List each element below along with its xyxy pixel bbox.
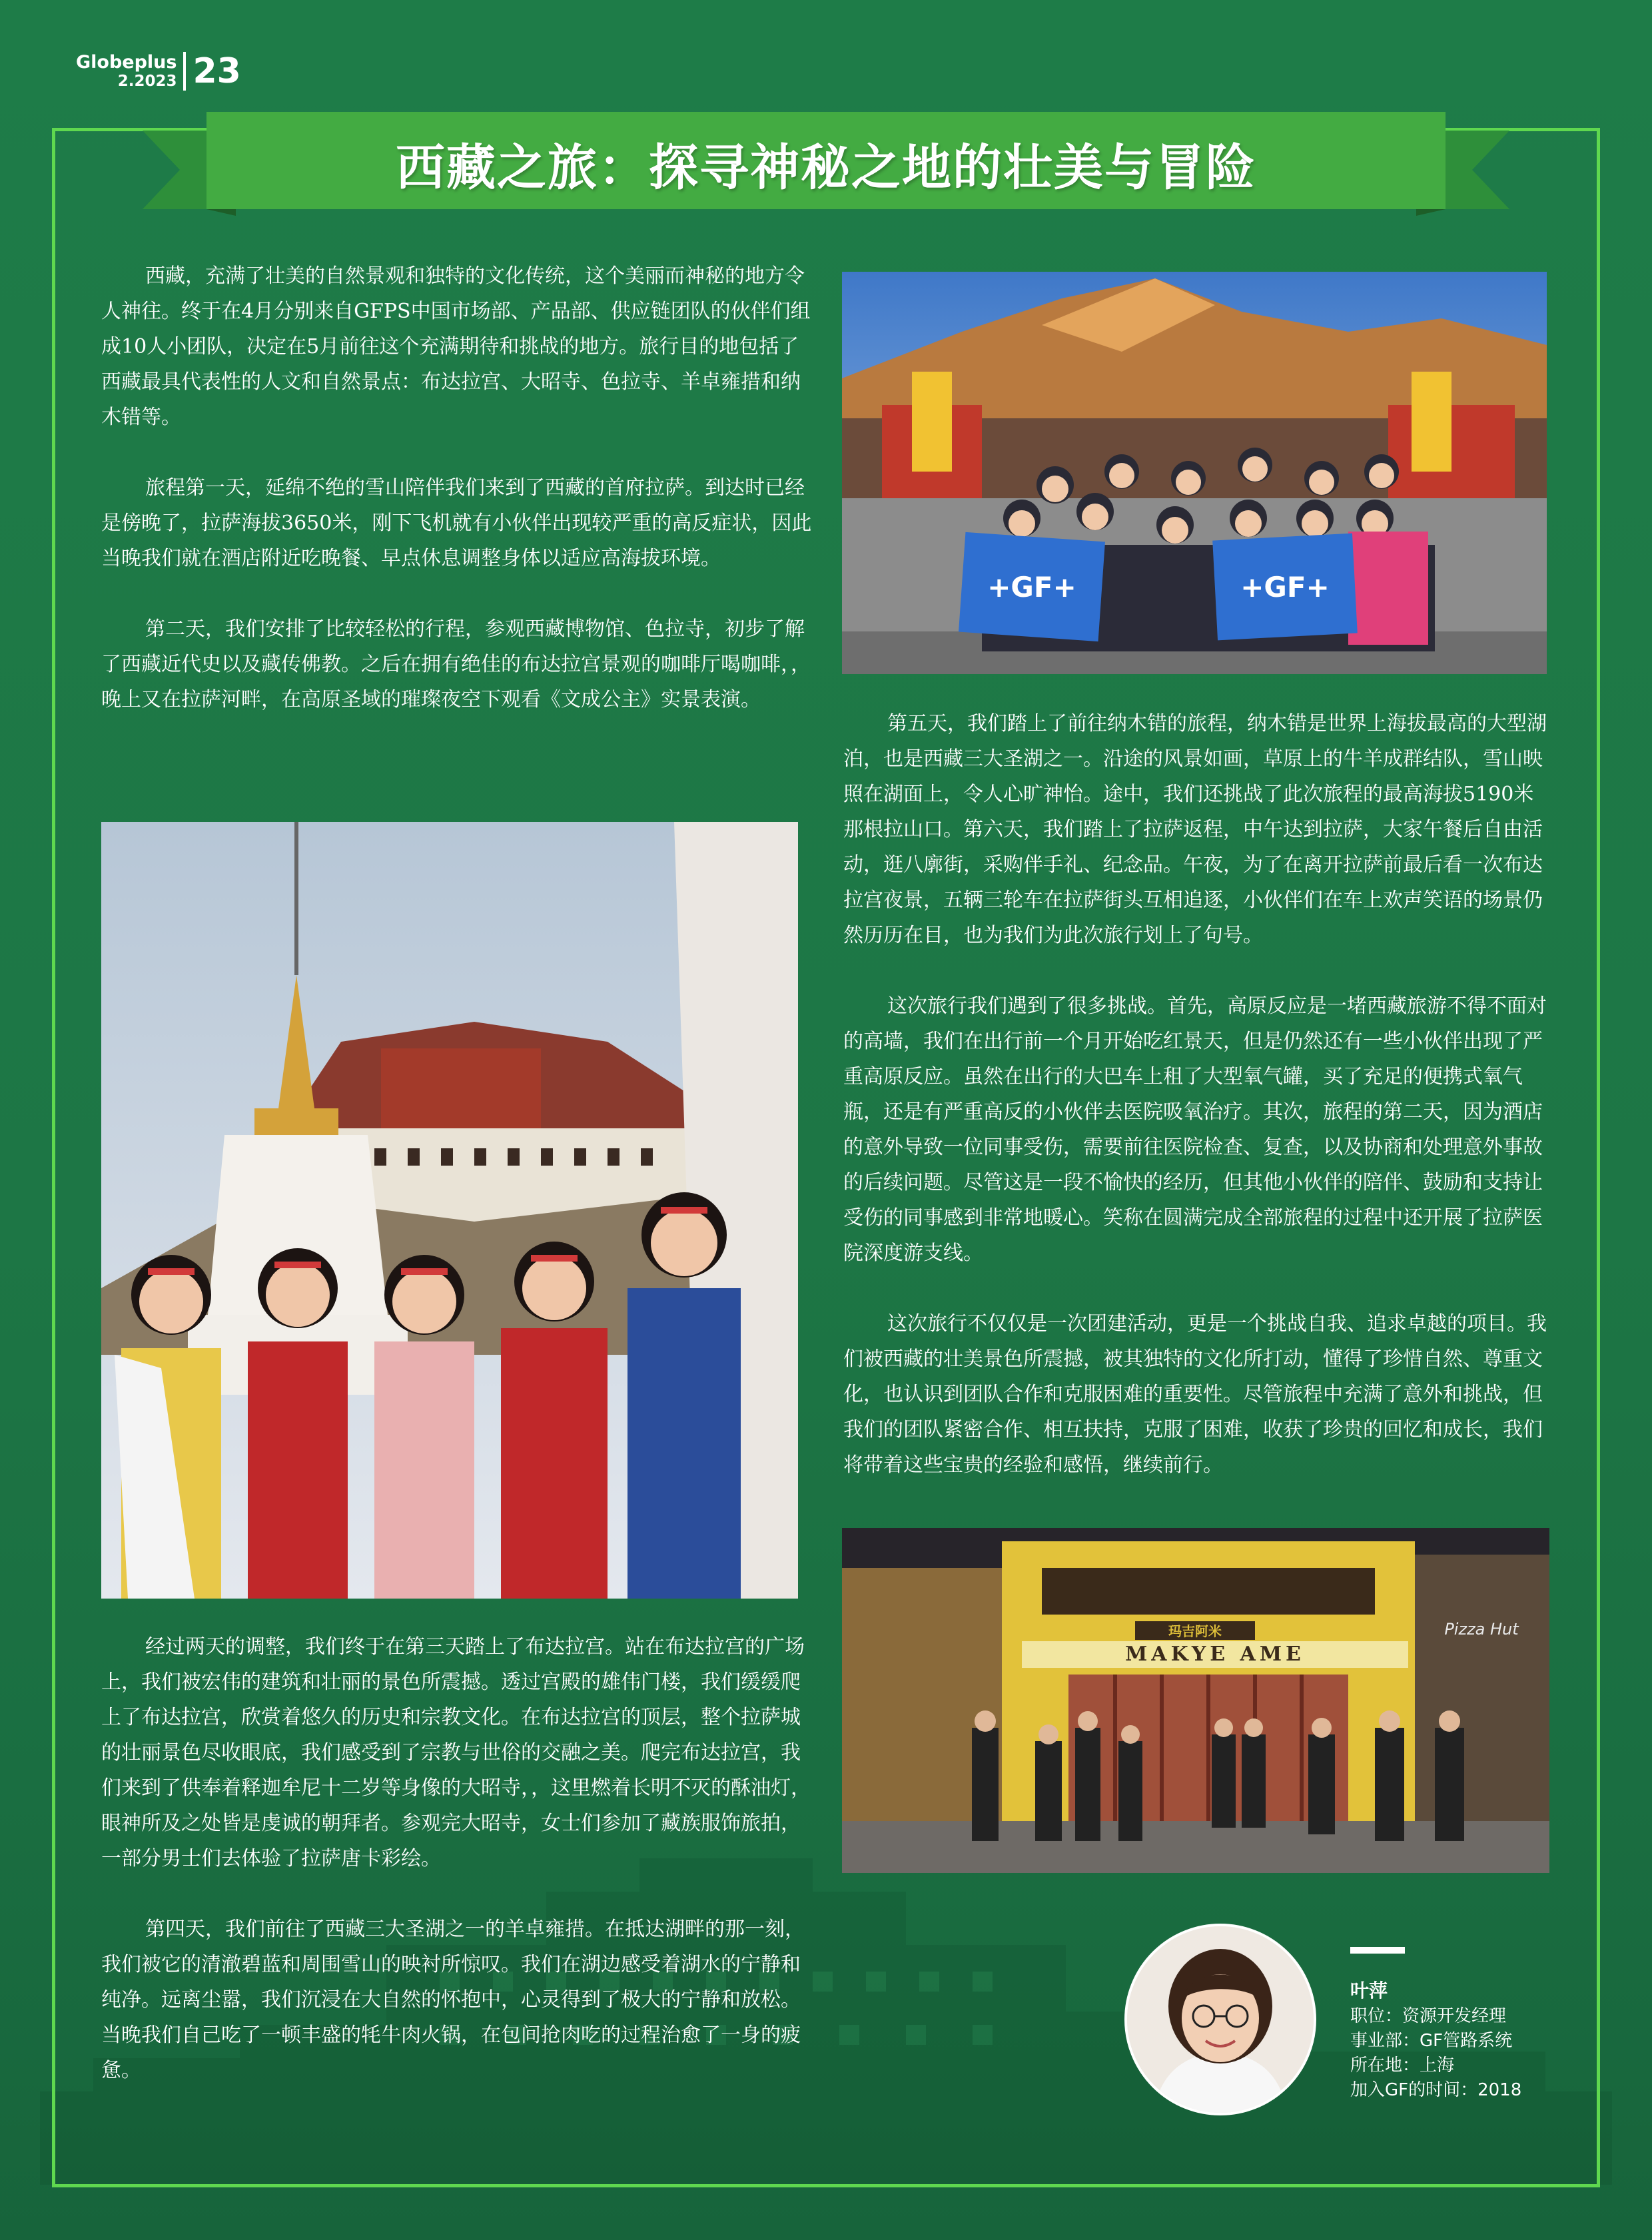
paragraph-day2: 第二天，我们安排了比较轻松的行程，参观西藏博物馆、色拉寺，初步了解了西藏近代史以及藏传佛教。之后在拥有绝佳的布达拉宫景观的咖啡厅喝咖啡，，晚上又在拉萨河畔，在高原圣域的璀璨夜空下观看《文成公主》实景表演。 (101, 617, 811, 711)
article-right-middle (843, 706, 1552, 1483)
photo-makye-ame-night (842, 1528, 1549, 1873)
author-portrait-graphic (1127, 1926, 1314, 2113)
flag-text-right: +GF+ (1240, 571, 1330, 603)
flag-text-left: +GF+ (987, 571, 1076, 603)
paragraph-day1: 旅程第一天，延绵不绝的雪山陪伴我们来到了西藏的首府拉萨。到达时已经是傍晚了，拉萨海拔3650米，刚下飞机就有小伙伴出现较严重的高反症状，因此当晚我们就在酒店附近吃晚餐、早点休息调整身体以适应高海拔环境。 (101, 476, 812, 570)
article-left-top (101, 258, 813, 717)
costume-photo-graphic (101, 822, 798, 1599)
paragraph-day5-6: 第五天，我们踏上了前往纳木错的旅程，纳木错是世界上海拔最高的大型湖泊，也是西藏三大圣湖之一。沿途的风景如画，草原上的牛羊成群结队，雪山映照在湖面上，令人心旷神怡。途中，我们还挑战了此次旅程的最高海拔5190米那根拉山口。第六天，我们踏上了拉萨返程，中午达到拉萨，大家午餐后自由活动，逛八廓街，采购伴手礼、纪念品。午夜，为了在离开拉萨前最后看一次布达拉宫夜景，五辆三轮车在拉萨街头互相追逐，小伙伴们在车上欢声笑语的场景仍然历历在目，也为我们为此次旅行划上了句号。 (843, 712, 1547, 947)
article-title: 西藏之旅：探寻神秘之地的壮美与冒险 (396, 139, 1256, 196)
paragraph-intro: 西藏，充满了壮美的自然景观和独特的文化传统，这个美丽而神秘的地方令人神往。终于在4月分别来自GFPS中国市场部、产品部、供应链团队的伙伴们组成10人小团队，决定在5月前往这个充满期待和挑战的地方。旅行目的地包括了西藏最具代表性的人文和自然景点：布达拉宫、大昭寺、色拉寺、羊卓雍措和纳木错等。 (101, 264, 811, 429)
pizza-hut-sign: Pizza Hut (1444, 1620, 1519, 1639)
magazine-name: Globeplus (76, 52, 177, 73)
paragraph-day3: 经过两天的调整，我们终于在第三天踏上了布达拉宫。站在布达拉宫的广场上，我们被宏伟的建筑和壮丽的景色所震撼。透过宫殿的雄伟门楼，我们缓缓爬上了布达拉宫，欣赏着悠久的历史和宗教文化。在布达拉宫的顶层，整个拉萨城的壮丽景色尽收眼底，我们感受到了宗教与世俗的交融之美。爬完布达拉宫，我们来到了供奉着释迦牟尼十二岁等身像的大昭寺，，这里燃着长明不灭的酥油灯，眼神所及之处皆是虔诚的朝拜者。参观完大昭寺，女士们参加了藏族服饰旅拍，一部分男士们去体验了拉萨唐卡彩绘。 (101, 1635, 811, 1870)
night-photo-graphic (842, 1528, 1549, 1873)
makye-ame-sign: MAKYE AME (1125, 1643, 1305, 1666)
paragraph-conclusion: 这次旅行不仅仅是一次团建活动，更是一个挑战自我、追求卓越的项目。我们被西藏的壮美景色所震撼，被其独特的文化所打动，懂得了珍惜自然、尊重文化，也认识到团队合作和克服困难的重要性。尽管旅程中充满了意外和挑战，但我们的团队紧密合作、相互扶持，克服了困难，收获了珍贵的回忆和成长，我们将带着这些宝贵的经验和感悟，继续前行。 (843, 1312, 1547, 1477)
page-number: 23 (193, 51, 241, 91)
header-brand (76, 48, 241, 95)
article-left-bottom (101, 1629, 813, 2088)
makye-ame-sign-cn: 玛吉阿米 (1168, 1623, 1222, 1639)
photo-tibetan-costumes (101, 822, 798, 1599)
author-joined: 加入GF的时间：2018 (1350, 2080, 1522, 2100)
author-dash-accent (1350, 1947, 1405, 1954)
author-location: 所在地：上海 (1350, 2055, 1455, 2075)
author-name: 叶萍 (1350, 1980, 1388, 2002)
issue-number: 2.2023 (117, 73, 177, 90)
paragraph-day4: 第四天，我们前往了西藏三大圣湖之一的羊卓雍措。在抵达湖畔的那一刻，我们被它的清澈碧蓝和周围雪山的映衬所惊叹。我们在湖边感受着湖水的宁静和纯净。远离尘嚣，我们沉浸在大自然的怀抱中，心灵得到了极大的宁静和放松。当晚我们自己吃了一顿丰盛的牦牛肉火锅，在包间抢肉吃的过程治愈了一身的疲惫。 (101, 1918, 805, 2082)
photo-group-with-flags (842, 272, 1547, 674)
brand-block (76, 53, 177, 89)
author-avatar (1124, 1924, 1316, 2115)
group-photo-graphic (842, 272, 1547, 674)
paragraph-challenges: 这次旅行我们遇到了很多挑战。首先，高原反应是一堵西藏旅游不得不面对的高墙，我们在出行前一个月开始吃红景天，但是仍然还有一些小伙伴出现了严重高原反应。虽然在出行的大巴车上租了大型氧气罐，买了充足的便携式氧气瓶，还是有严重高反的小伙伴去医院吸氧治疗。其次，旅程的第二天，因为酒店的意外导致一位同事受伤，需要前往医院检查、复查，以及协商和处理意外事故的后续问题。尽管这是一段不愉快的经历，但其他小伙伴的陪伴、鼓励和支持让受伤的同事感到非常地暖心。笑称在圆满完成全部旅程的过程中还开展了拉萨医院深度游支线。 (843, 994, 1547, 1265)
brand-divider (183, 52, 186, 91)
author-info (1350, 1978, 1617, 2103)
author-position: 职位：资源开发经理 (1350, 2006, 1507, 2026)
author-division: 事业部：GF管路系统 (1350, 2031, 1513, 2051)
